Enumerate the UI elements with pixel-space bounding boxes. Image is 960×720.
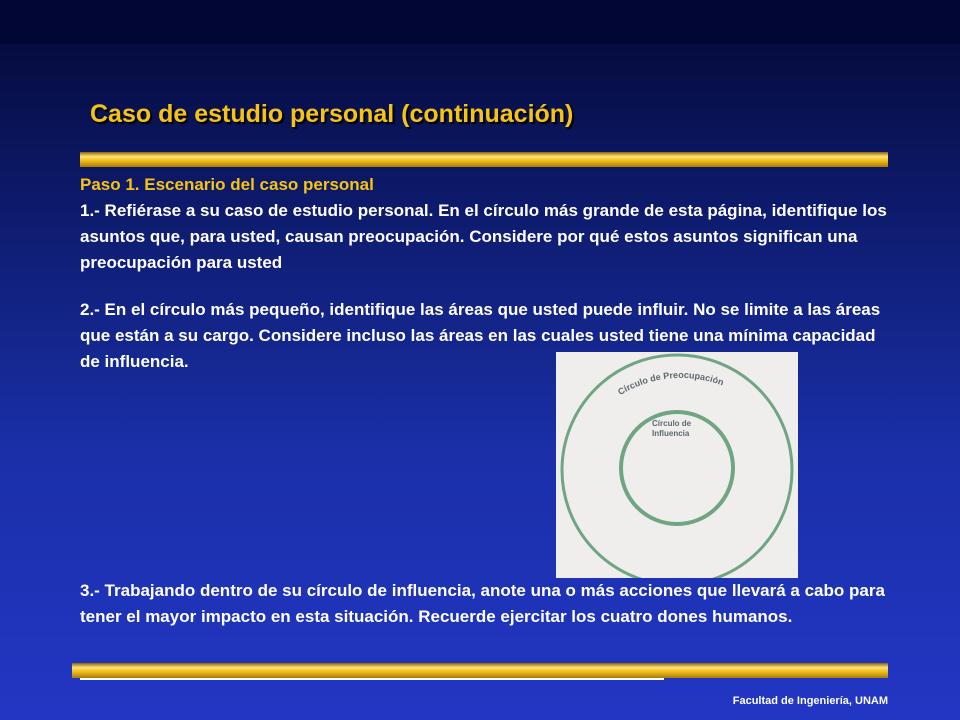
step-1-block	[80, 172, 890, 276]
step-heading: Paso 1. Escenario del caso personal	[80, 175, 374, 194]
circles-diagram	[556, 352, 798, 578]
footer-institution: Facultad de Ingeniería, UNAM	[732, 695, 888, 707]
paragraph-3: 3.- Trabajando dentro de su círculo de influencia, anote una o más acciones que llevará a cabo para tener el mayor impacto en esta situación. Recuerde ejercitar los cuatro dones humanos.	[80, 581, 885, 626]
paragraph-1: 1.- Refiérase a su caso de estudio personal. En el círculo más grande de esta página, identifique los asuntos que, para usted, causan preocupación. Considere por qué estos asuntos significan una preocupación para usted	[80, 201, 887, 272]
circle-of-concern	[562, 355, 792, 578]
circle-of-concern-label: Círculo de Preocupación	[616, 369, 726, 397]
circle-of-influence-label-line1: Círculo de	[652, 419, 692, 428]
bottom-divider-bar	[72, 663, 888, 678]
top-band	[0, 0, 960, 44]
paragraph-2: 2.- En el círculo más pequeño, identifique las áreas que usted puede influir. No se limite a las áreas que están a su cargo. Considere incluso las áreas en las cuales usted tiene una mínima capacidad de influencia.	[80, 300, 881, 371]
circles-figure	[556, 352, 798, 578]
slide-title: Caso de estudio personal (continuación)	[90, 100, 574, 128]
circle-of-influence-label-line2: Influencia	[652, 429, 690, 438]
top-divider-bar	[80, 152, 888, 167]
bottom-thin-line	[80, 678, 664, 680]
